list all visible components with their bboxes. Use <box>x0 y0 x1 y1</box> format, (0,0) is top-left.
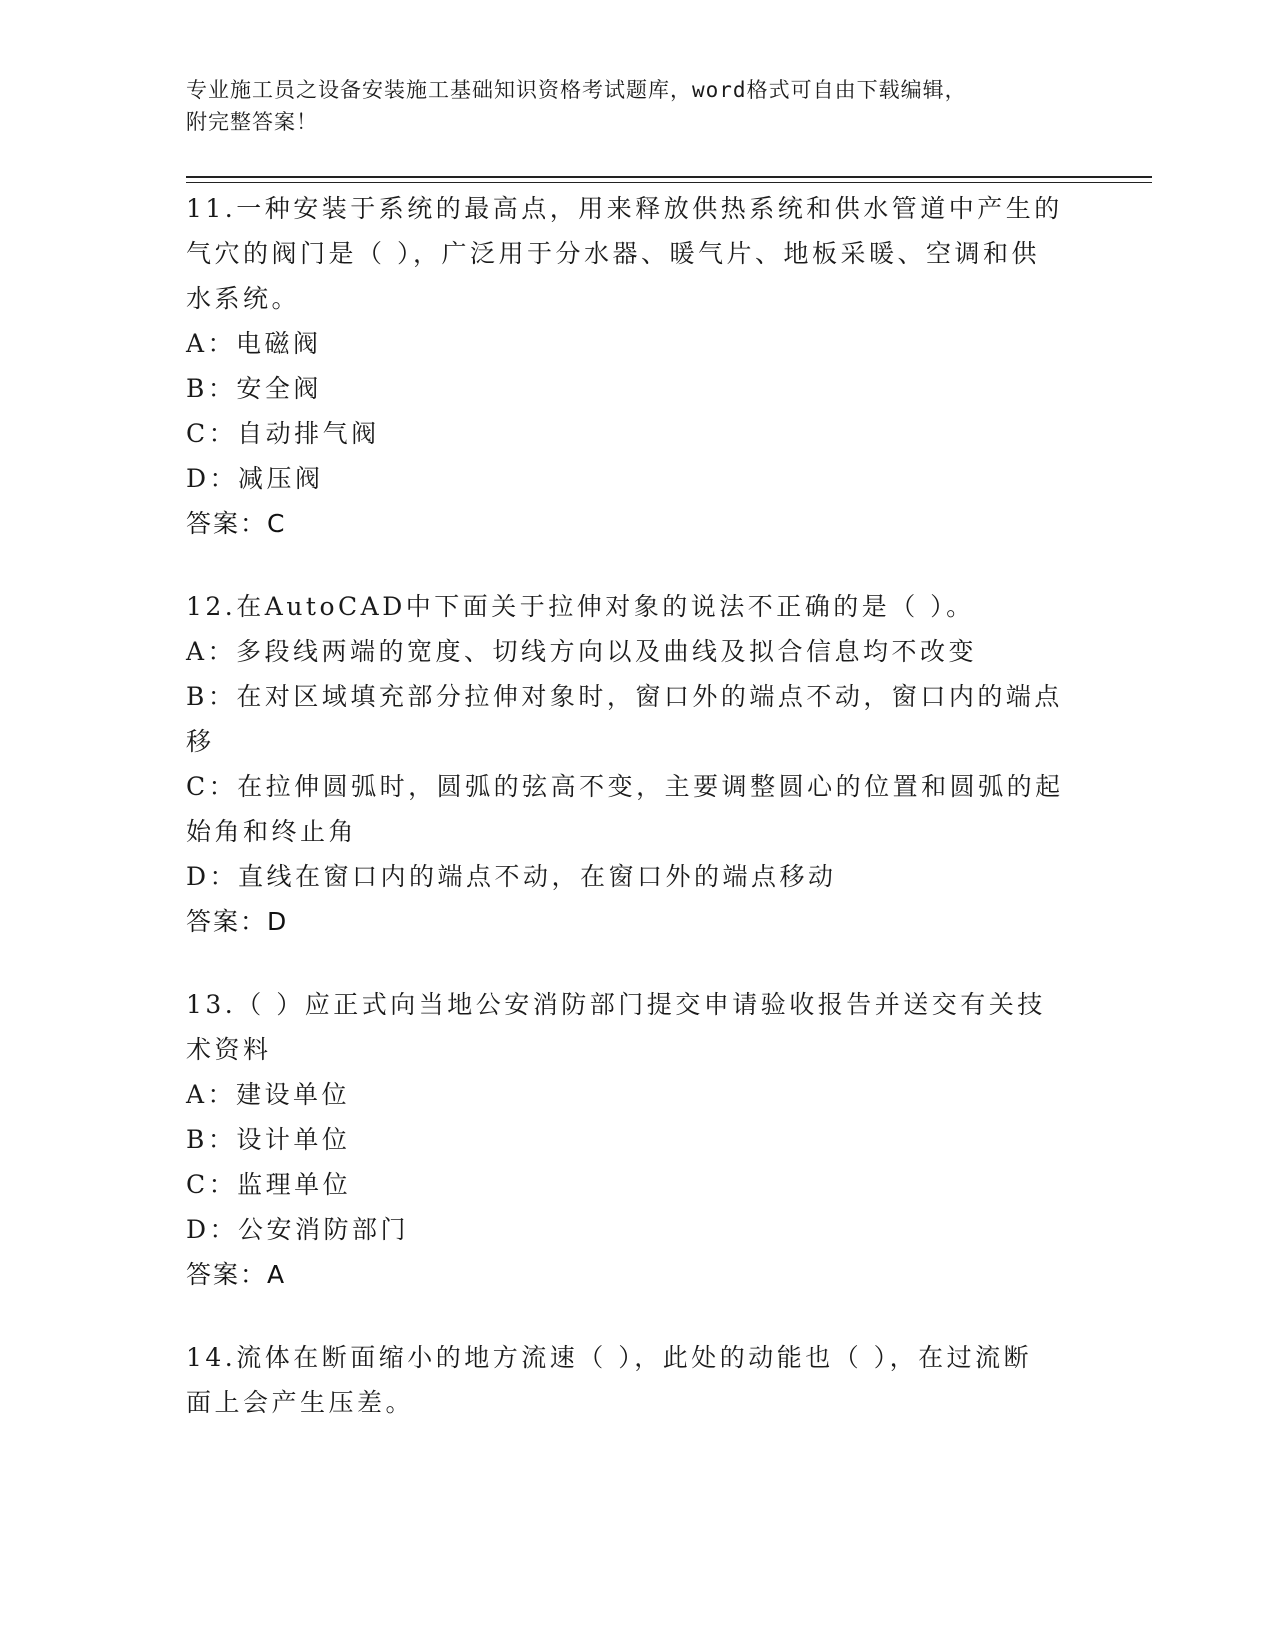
answer-line: 答案：C <box>186 509 287 538</box>
header-line-2: 附完整答案！ <box>186 110 318 134</box>
question-stem-line: 12.在AutoCAD中下面关于拉伸对象的说法不正确的是（ ）。 <box>186 592 975 621</box>
option-b: B：设计单位 <box>186 1125 351 1154</box>
question-stem-line: 气穴的阀门是（ ），广泛用于分水器、暖气片、地板采暖、空调和供 <box>186 239 1040 268</box>
question-stem-line: 水系统。 <box>186 284 301 313</box>
header-line-1: 专业施工员之设备安装施工基础知识资格考试题库，word格式可自由下载编辑， <box>186 78 967 102</box>
option-c: C：在拉伸圆弧时，圆弧的弦高不变，主要调整圆心的位置和圆弧的起 <box>186 772 1064 801</box>
answer-line: 答案：D <box>186 907 289 936</box>
option-b-continued: 移 <box>186 727 215 756</box>
option-a: A：多段线两端的宽度、切线方向以及曲线及拟合信息均不改变 <box>186 637 978 666</box>
question-11 <box>186 186 1076 546</box>
option-b: B：在对区域填充部分拉伸对象时，窗口外的端点不动，窗口内的端点 <box>186 682 1063 711</box>
option-d: D：直线在窗口内的端点不动，在窗口外的端点移动 <box>186 862 837 891</box>
option-d: D：公安消防部门 <box>186 1215 410 1244</box>
header-rule-thin <box>186 182 1152 183</box>
question-13 <box>186 982 1076 1297</box>
answer-line: 答案：A <box>186 1260 287 1289</box>
header-rule-thick <box>186 176 1152 178</box>
question-stem-line: 11.一种安装于系统的最高点，用来释放供热系统和供水管道中产生的 <box>186 194 1063 223</box>
question-list <box>186 186 1076 1463</box>
question-stem-line: 术资料 <box>186 1035 272 1064</box>
document-header <box>186 74 1066 138</box>
option-c: C：监理单位 <box>186 1170 352 1199</box>
option-c: C：自动排气阀 <box>186 419 380 448</box>
option-d: D：减压阀 <box>186 464 324 493</box>
option-c-continued: 始角和终止角 <box>186 817 358 846</box>
question-stem-line: 面上会产生压差。 <box>186 1388 415 1417</box>
option-a: A：电磁阀 <box>186 329 322 358</box>
option-b: B：安全阀 <box>186 374 322 403</box>
question-14 <box>186 1335 1076 1425</box>
question-12 <box>186 584 1076 944</box>
question-stem-line: 14.流体在断面缩小的地方流速（ ），此处的动能也（ ），在过流断 <box>186 1343 1033 1372</box>
option-a: A：建设单位 <box>186 1080 351 1109</box>
question-stem-line: 13.（ ）应正式向当地公安消防部门提交申请验收报告并送交有关技 <box>186 990 1046 1019</box>
